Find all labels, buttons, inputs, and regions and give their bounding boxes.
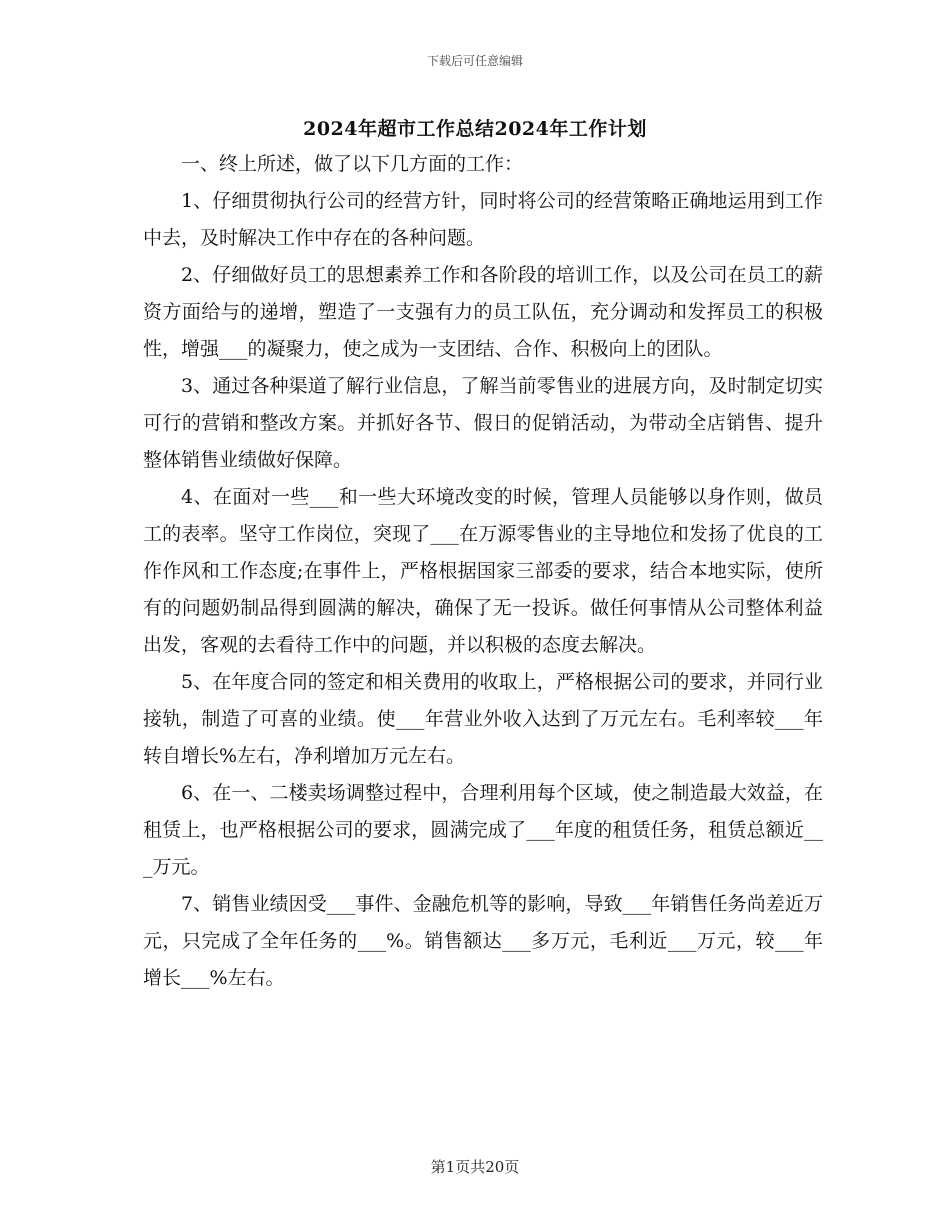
page-number-footer: 第1页共20页 bbox=[430, 1158, 520, 1176]
paragraph-item-6: 6、在一、二楼卖场调整过程中，合理利用每个区域，使之制造最大效益，在租赁上，也严格根据公司的要求，圆满完成了___年度的租赁任务，租赁总额近___万元。 bbox=[143, 782, 823, 878]
paragraph-item-4: 4、在面对一些___和一些大环境改变的时候，管理人员能够以身作则，做员工的表率。坚守工作岗位，突现了___在万源零售业的主导地位和发扬了优良的工作作风和工作态度;在事件上，严格根据国家三部委的要求，结合本地实际，使所有的问题奶制品得到圆满的解决，确保了无一投诉。做任何事情从公司整体利益出发，客观的去看待工作中的问题，并以积极的态度去解决。 bbox=[143, 486, 823, 656]
paragraph-item-2: 2、仔细做好员工的思想素养工作和各阶段的培训工作，以及公司在员工的薪资方面给与的递增，塑造了一支强有力的员工队伍，充分调动和发挥员工的积极性，增强___的凝聚力，使之成为一支团结、合作、积极向上的团队。 bbox=[143, 264, 823, 360]
paragraph-item-7: 7、销售业绩因受___事件、金融危机等的影响，导致___年销售任务尚差近万元，只完成了全年任务的___%。销售额达___多万元，毛利近___万元，较___年增长___%左右。 bbox=[143, 893, 823, 989]
document-body bbox=[143, 146, 823, 997]
paragraph-item-3: 3、通过各种渠道了解行业信息，了解当前零售业的进展方向，及时制定切实可行的营销和整改方案。并抓好各节、假日的促销活动，为带动全店销售、提升整体销售业绩做好保障。 bbox=[143, 375, 823, 471]
document-title: 2024年超市工作总结2024年工作计划 bbox=[303, 118, 647, 140]
paragraph-intro: 一、终上所述，做了以下几方面的工作： bbox=[181, 153, 524, 175]
header-note: 下载后可任意编辑 bbox=[426, 54, 523, 68]
paragraph-item-1: 1、仔细贯彻执行公司的经营方针，同时将公司的经营策略正确地运用到工作中去，及时解决工作中存在的各种问题。 bbox=[143, 190, 823, 249]
paragraph-item-5: 5、在年度合同的签定和相关费用的收取上，严格根据公司的要求，并同行业接轨，制造了可喜的业绩。使___年营业外收入达到了万元左右。毛利率较___年转自增长%左右，净利增加万元左右。 bbox=[143, 671, 823, 767]
